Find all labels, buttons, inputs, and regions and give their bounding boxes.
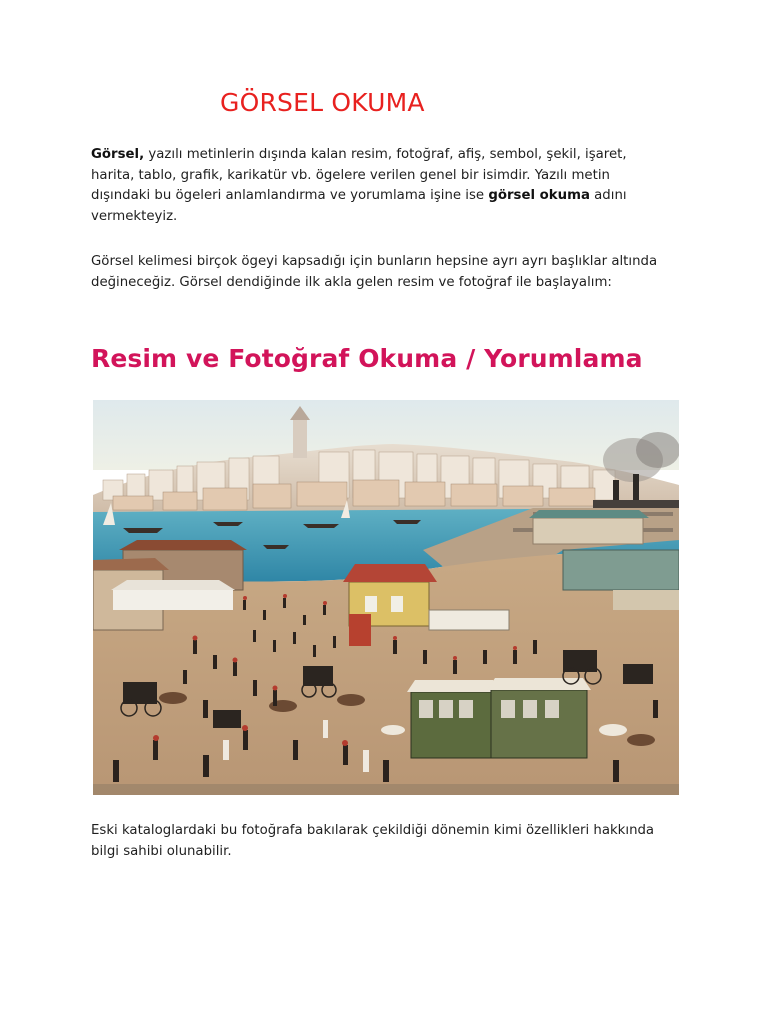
harbor-photo-illustration [93,400,679,795]
section-heading: Resim ve Fotoğraf Okuma / Yorumlama [91,344,643,373]
intro-lead-bold: Görsel, [91,147,145,162]
intro-paragraph [91,145,671,227]
page-title: GÖRSEL OKUMA [220,88,425,117]
intro-text-2: adını vermekteyiz. [91,188,627,224]
second-paragraph: Görsel kelimesi birçok ögeyi kapsadığı için bunların hepsine ayrı ayrı başlıklar altında değineceğiz. Görsel dendiğinde ilk akla gelen resim ve fotoğraf ile başlayalım: [91,254,658,290]
caption-paragraph: Eski kataloglardaki bu fotoğrafa bakılarak çekildiği dönemin kimi özellikleri hakkında bilgi sahibi olunabilir. [91,823,655,859]
intro-text-1: yazılı metinlerin dışında kalan resim, fotoğraf, afiş, sembol, şekil, işaret, harita, tablo, grafik, karikatür vb. ögelere verilen genel bir isimdir. Yazılı metin dışındaki bu ögeleri anlamlandırma ve yorumlama işine ise [91,147,627,203]
intro-bold-term: görsel okuma [488,188,590,203]
historic-harbor-photo [93,400,679,795]
